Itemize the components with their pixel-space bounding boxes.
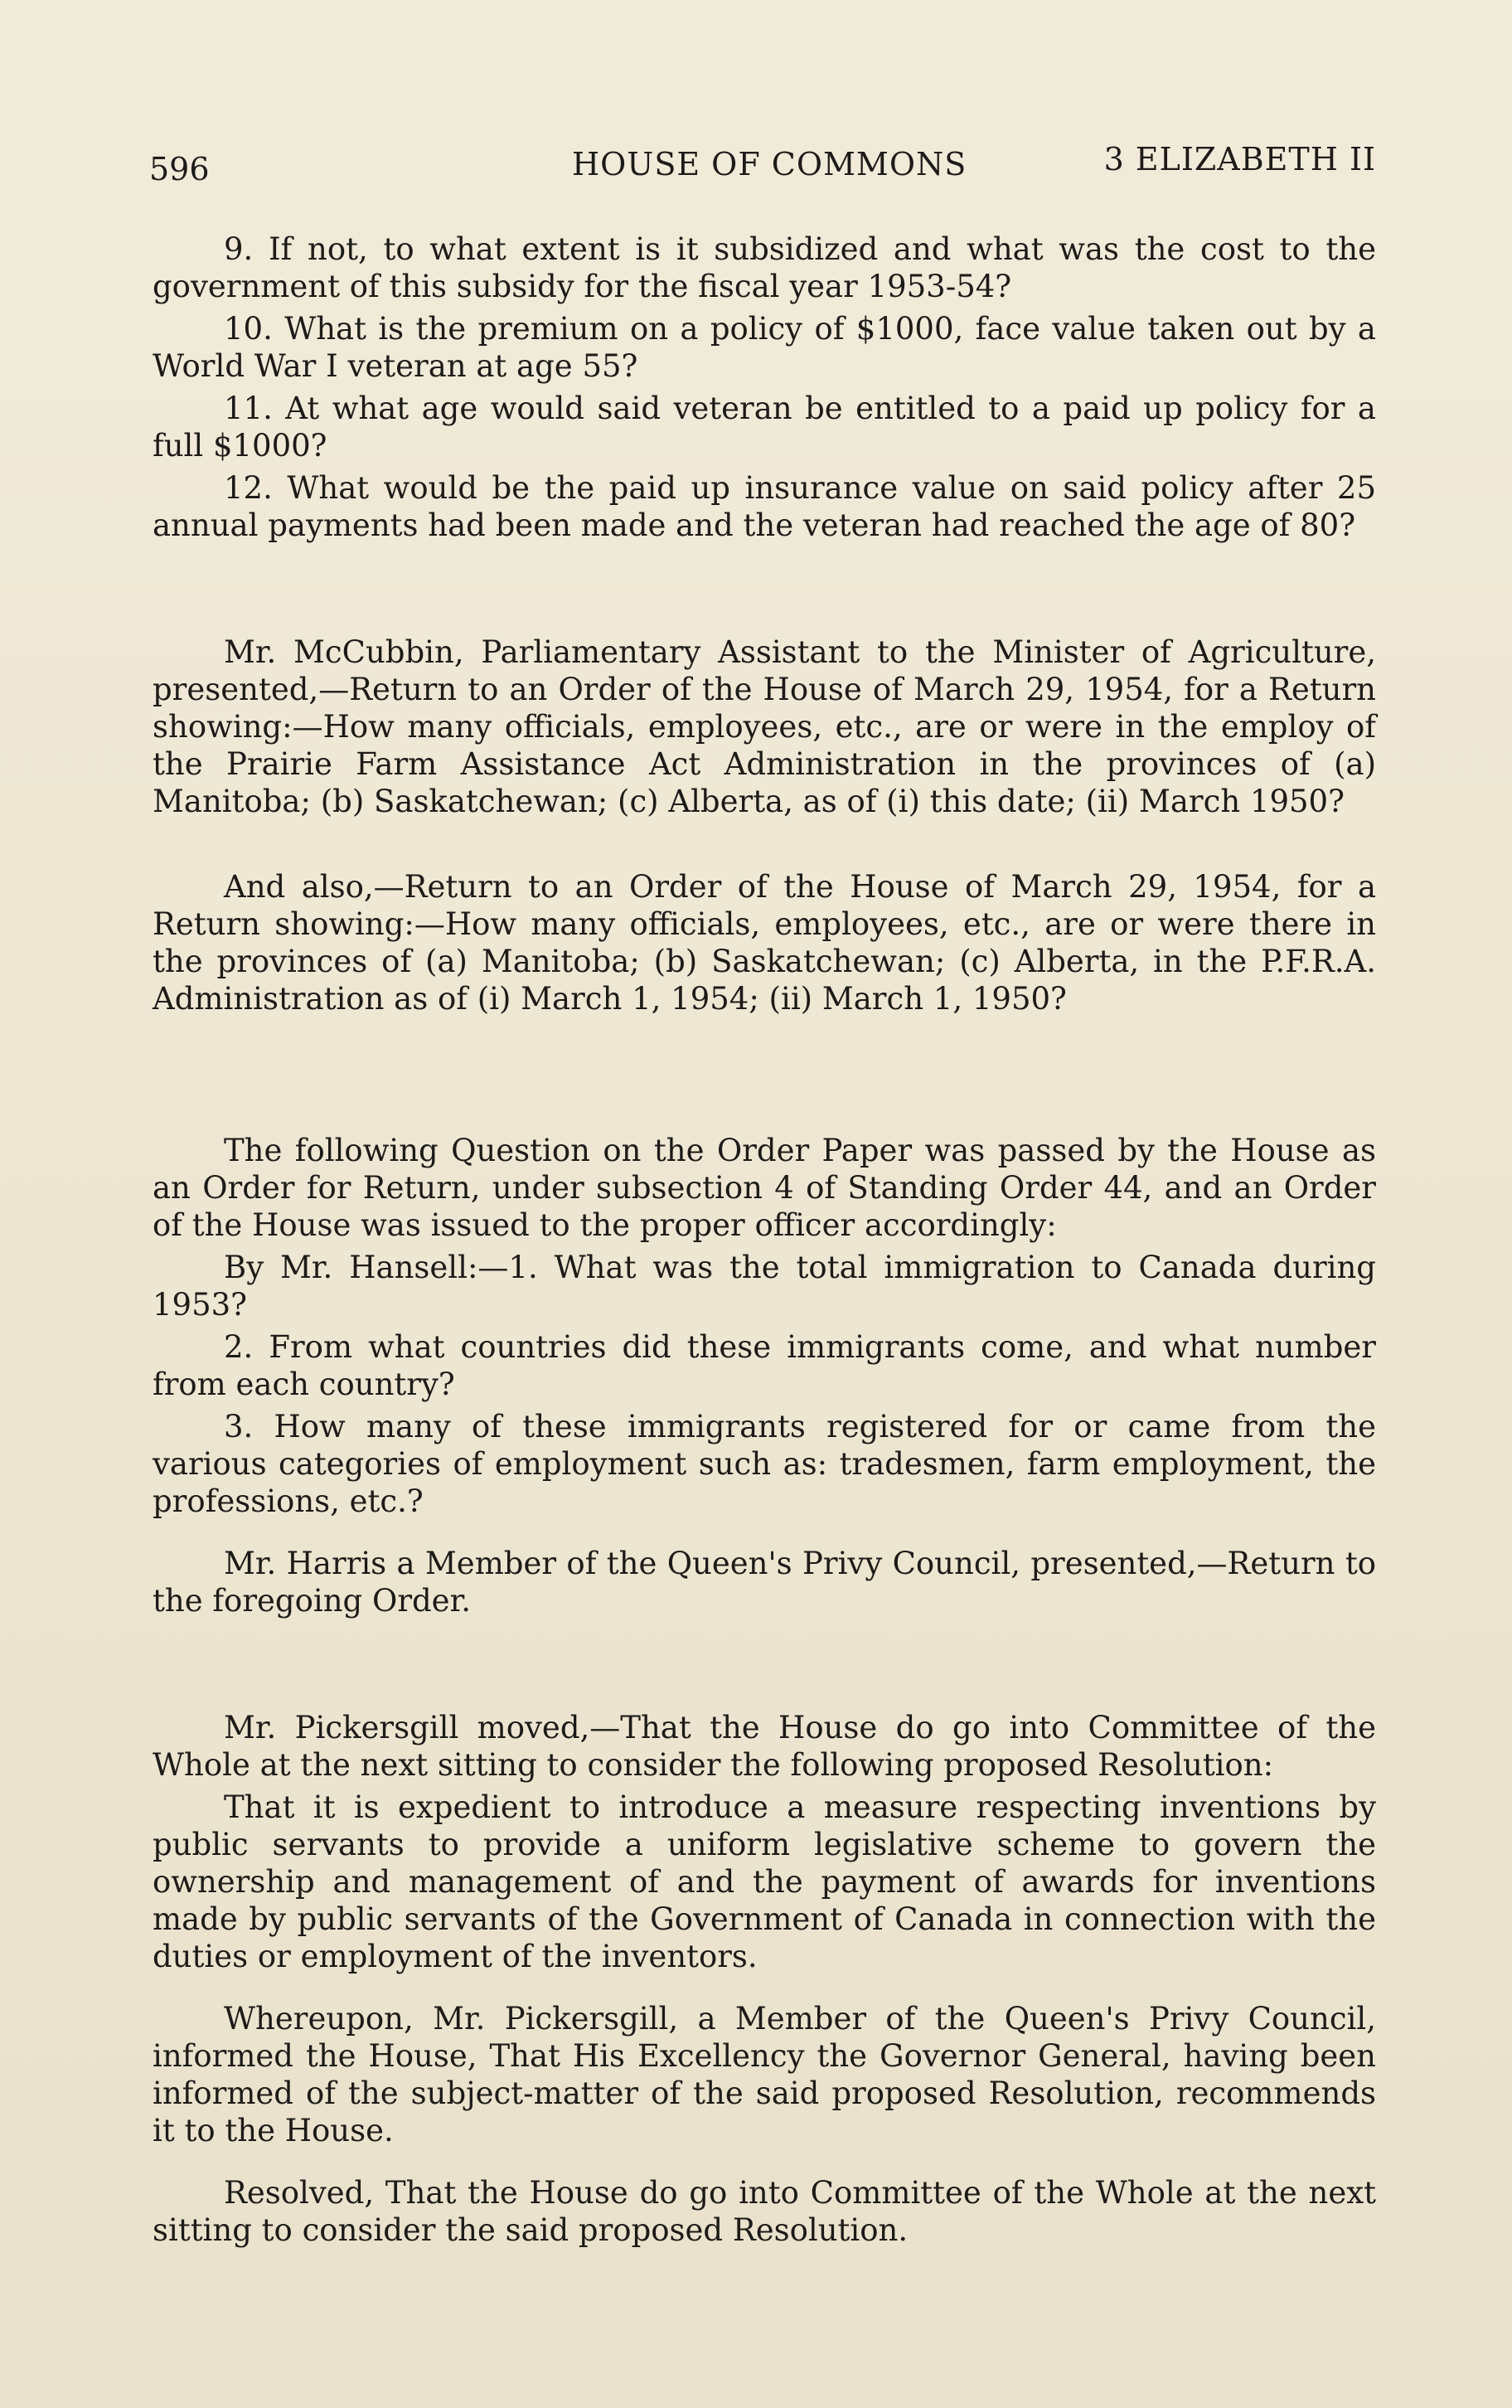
pickersgill-motion: Mr. Pickersgill moved,—That the House do go into Committee of the Whole at the next sitting to consider the following proposed Resolution: (153, 1710, 1376, 1783)
page-body (153, 231, 1376, 2254)
proposed-resolution: That it is expedient to introduce a measure respecting inventions by public servants to provide a uniform legislative scheme to govern the ownership and management of and the payment of awards for inventions made by public servants of the Government of Canada in connection with the duties or employment of the inventors. (153, 1789, 1376, 1974)
question-11: 11. At what age would said veteran be entitled to a paid up policy for a full $1000? (153, 391, 1376, 464)
question-9: 9. If not, to what extent is it subsidized and what was the cost to the government of this subsidy for the fiscal year 1953-54? (153, 231, 1376, 304)
regnal-year: 3 ELIZABETH II (1103, 141, 1376, 177)
governor-general-recommendation: Whereupon, Mr. Pickersgill, a Member of the Queen's Privy Council, informed the House, That His Excellency the Governor General, having been informed of the subject-matter of the said proposed Resolution, recommends it to the House. (153, 2001, 1376, 2148)
harris-return: Mr. Harris a Member of the Queen's Privy Council, presented,—Return to the foregoing Order. (153, 1546, 1376, 1619)
question-10: 10. What is the premium on a policy of $1000, face value taken out by a World War I veteran at age 55? (153, 311, 1376, 384)
and-also-return: And also,—Return to an Order of the House of March 29, 1954, for a Return showing:—How many officials, employees, etc., are or were there in the provinces of (a) Manitoba; (b) Saskatchewan; (c) Alberta, in the P.F.R.A. Administration as of (i) March 1, 1954; (ii) March 1, 1950? (153, 869, 1376, 1017)
resolved-statement: Resolved, That the House do go into Committee of the Whole at the next sitting to consider the said proposed Resolution. (153, 2175, 1376, 2248)
hansell-question-1: By Mr. Hansell:—1. What was the total immigration to Canada during 1953? (153, 1250, 1376, 1323)
mccubbin-return: Mr. McCubbin, Parliamentary Assistant to the Minister of Agriculture, presented,—Return to an Order of the House of March 29, 1954, for a Return showing:—How many officials, employees, etc., are or were in the employ of the Prairie Farm Assistance Act Administration in the provinces of (a) Manitoba; (b) Saskatchewan; (c) Alberta, as of (i) this date; (ii) March 1950? (153, 634, 1376, 819)
page-number: 596 (149, 151, 210, 187)
hansell-question-2: 2. From what countries did these immigrants come, and what number from each country? (153, 1329, 1376, 1402)
hansell-question-3: 3. How many of these immigrants registered for or came from the various categories of employment such as: tradesmen, farm employment, the professions, etc.? (153, 1409, 1376, 1519)
order-paper-question: The following Question on the Order Paper was passed by the House as an Order for Return, under subsection 4 of Standing Order 44, and an Order of the House was issued to the proper officer accordingly: (153, 1133, 1376, 1243)
page-header (149, 139, 1376, 189)
question-12: 12. What would be the paid up insurance value on said policy after 25 annual payments had been made and the veteran had reached the age of 80? (153, 470, 1376, 543)
running-title: HOUSE OF COMMONS (572, 146, 967, 182)
